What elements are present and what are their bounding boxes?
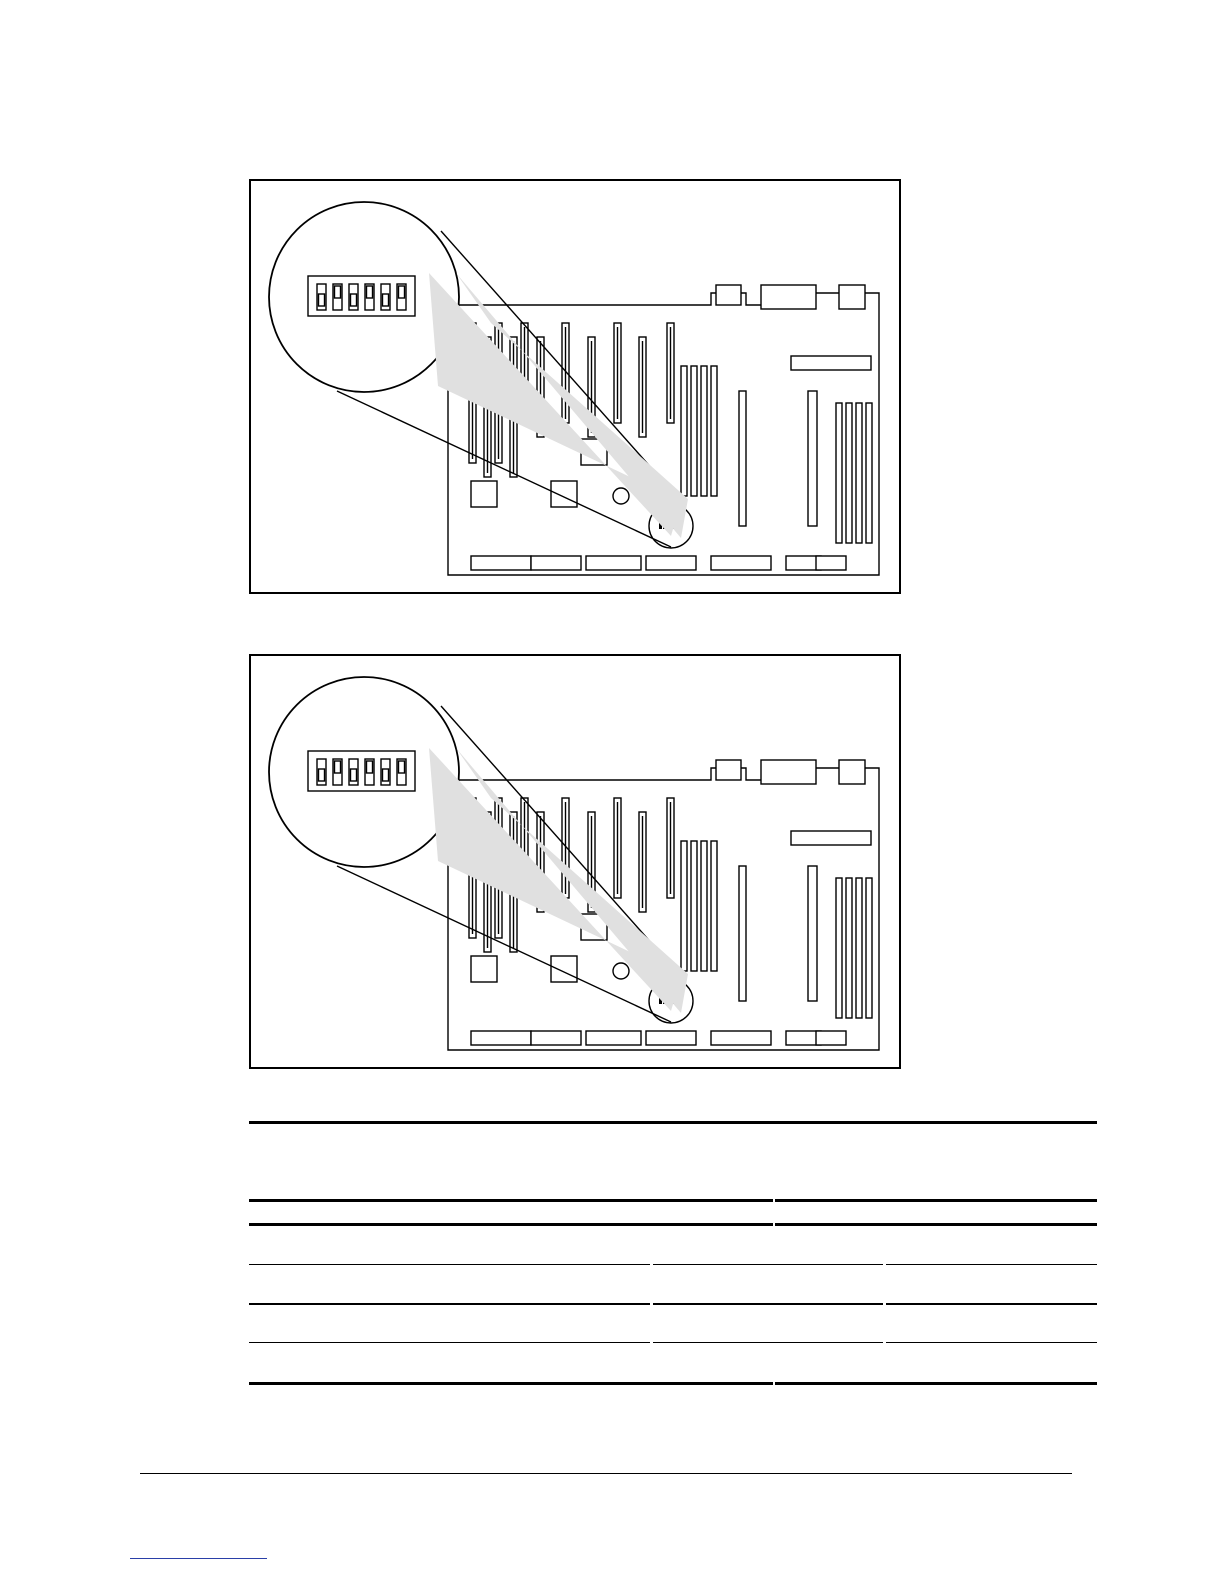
chip [471,956,497,982]
memory-socket [711,841,717,971]
battery [613,488,629,504]
dip-switch-toggle [319,769,325,781]
dip-switch-toggle [399,761,405,773]
memory-socket [691,366,697,496]
processor-slot [808,391,817,526]
dip-switch-toggle [319,294,325,306]
edge-connector [471,1031,531,1045]
memory-socket [701,366,707,496]
memory-socket [836,403,842,543]
memory-socket [846,403,852,543]
edge-connector [586,556,641,570]
table-gap [773,1382,775,1385]
memory-socket [856,878,862,1018]
chip [551,956,577,982]
dip-switch-toggle [383,769,389,781]
port-connector [761,285,816,309]
edge-connector [471,556,531,570]
table-body-rule [249,1223,1097,1226]
board-group [269,202,879,575]
settings-table [249,1121,1097,1386]
footer-link-underline[interactable] [130,1558,267,1559]
table-column-gap [773,1199,775,1202]
edge-connector [816,556,846,570]
board-group [269,677,879,1050]
port-connector [716,285,741,305]
table-gap [883,1342,886,1343]
edge-connector [711,1031,771,1045]
memory-socket [856,403,862,543]
dip-switch-toggle [351,769,357,781]
table-row-divider [249,1264,1097,1265]
dip-switch-toggle [335,286,341,298]
memory-socket [711,366,717,496]
table-top-rule [249,1121,1097,1124]
chip [551,481,577,507]
port-connector [839,760,865,784]
table-gap [773,1223,775,1226]
system-board-drawing [251,181,899,592]
table-group-rule [249,1303,1097,1305]
edge-connector [531,1031,581,1045]
table-gap [650,1342,653,1343]
memory-socket [836,878,842,1018]
table-gap [883,1264,886,1265]
system-board-figure-2 [249,654,901,1069]
memory-socket [681,366,687,496]
footer-rule [140,1473,1072,1474]
edge-connector [531,556,581,570]
table-row-divider [249,1342,1097,1343]
memory-socket [846,878,852,1018]
edge-connector [816,1031,846,1045]
table-gap [883,1303,886,1305]
dip-switch-toggle [351,294,357,306]
system-board-drawing [251,656,899,1067]
memory-socket [681,841,687,971]
bracket [791,831,871,845]
dip-switch-toggle [367,761,373,773]
battery [613,963,629,979]
processor-slot [808,866,817,1001]
memory-socket [691,841,697,971]
processor-slot [739,391,746,526]
chip [471,481,497,507]
dip-switch-toggle [383,294,389,306]
memory-socket [701,841,707,971]
table-gap [650,1264,653,1265]
port-connector [761,760,816,784]
edge-connector [711,556,771,570]
port-connector [716,760,741,780]
memory-socket [866,403,872,543]
dip-switch-toggle [367,286,373,298]
table-bottom-rule [249,1382,1097,1385]
processor-slot [739,866,746,1001]
table-header-rule [249,1199,1097,1202]
memory-socket [866,878,872,1018]
edge-connector [646,1031,696,1045]
table-gap [650,1303,653,1305]
dip-switch-toggle [399,286,405,298]
bracket [791,356,871,370]
edge-connector [586,1031,641,1045]
edge-connector [646,556,696,570]
port-connector [839,285,865,309]
system-board-figure-1 [249,179,901,594]
dip-switch-toggle [335,761,341,773]
